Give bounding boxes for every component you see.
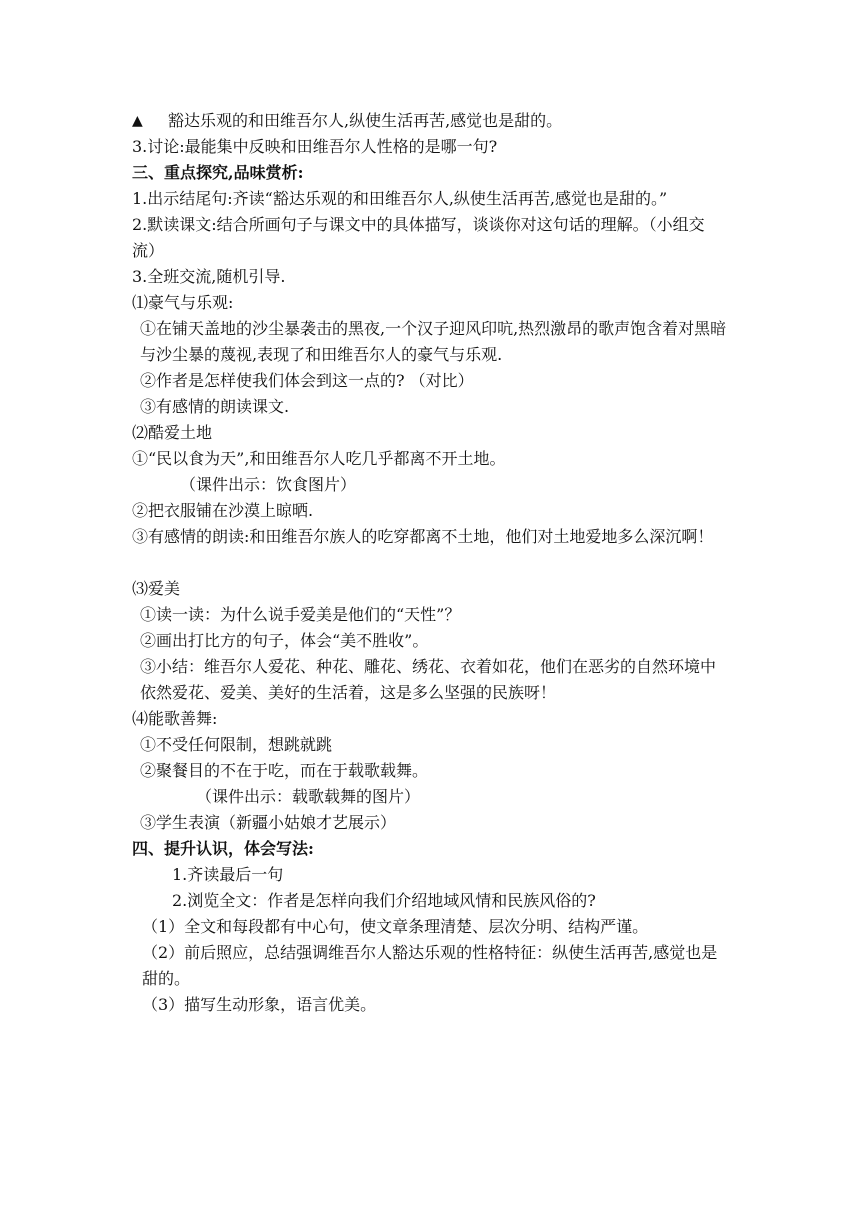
summary-3: （3）描写生动形象，语言优美。 [142,995,377,1014]
subheading-2: ⑵酷爱土地 [132,423,213,442]
courseware-note-1: （课件出示：饮食图片） [180,475,357,494]
point-3-3: ③小结：维吾尔人爱花、种花、雕花、绣花、衣着如花，他们在恶劣的自然环境中依然爱花、爱美、美好的生活着，这是多么坚强的民族呀！ [140,657,717,702]
quote-text: 豁达乐观的和田维吾尔人,纵使生活再苦,感觉也是甜的。 [168,111,563,130]
step-3: 3.全班交流,随机引导. [132,267,286,286]
point-4-3: ③学生表演（新疆小姑娘才艺展示） [140,813,397,832]
document-body [132,108,732,1018]
triangle-marker-icon: ▲ [132,113,143,129]
point-2-1: ①“民以食为天”,和田维吾尔人吃几乎都离不开土地。 [132,449,506,468]
subheading-4: ⑷能歌善舞: [132,709,218,728]
point-1-2: ②作者是怎样使我们体会到这一点的? （对比） [140,371,474,390]
step-2: 2.默读课文:结合所画句子与课文中的具体描写，谈谈你对这句话的理解。（小组交流） [132,215,705,260]
step-4-1: 1.齐读最后一句 [172,865,284,884]
point-2-2: ②把衣服铺在沙漠上晾晒. [132,501,314,520]
point-2-3: ③有感情的朗读:和田维吾尔族人的吃穿都离不土地，他们对土地爱地多么深沉啊！ [132,527,714,546]
discussion-step: 3.讨论:最能集中反映和田维吾尔人性格的是哪一句? [132,137,498,156]
step-4-2: 2.浏览全文：作者是怎样向我们介绍地域风情和民族风俗的? [172,891,596,910]
point-4-1: ①不受任何限制，想跳就跳 [140,735,333,754]
subheading-1: ⑴豪气与乐观: [132,293,234,312]
courseware-note-2: （课件出示：载歌载舞的图片） [196,787,421,806]
point-1-1: ①在铺天盖地的沙尘暴袭击的黑夜,一个汉子迎风印吭,热烈激昂的歌声饱含着对黑暗与沙尘暴的蔑视,表现了和田维吾尔人的豪气与乐观. [140,319,727,364]
point-3-2: ②画出打比方的句子，体会“美不胜收”。 [140,631,429,650]
point-4-2: ②聚餐目的不在于吃，而在于载歌载舞。 [140,761,429,780]
step-1: 1.出示结尾句:齐读“豁达乐观的和田维吾尔人,纵使生活再苦,感觉也是甜的。” [132,189,668,208]
subheading-3: ⑶爱美 [132,579,181,598]
point-3-1: ①读一读：为什么说手爱美是他们的“天性”？ [140,605,461,624]
summary-2: （2）前后照应，总结强调维吾尔人豁达乐观的性格特征：纵使生活再苦,感觉也是甜的。 [142,943,718,988]
section-heading-4: 四、提升认识，体会写法: [132,839,314,858]
point-1-3: ③有感情的朗读课文. [140,397,290,416]
quote-line [132,108,732,134]
summary-1: （1）全文和每段都有中心句，使文章条理清楚、层次分明、结构严谨。 [142,917,649,936]
section-heading-3: 三、重点探究,品味赏析: [132,163,304,182]
